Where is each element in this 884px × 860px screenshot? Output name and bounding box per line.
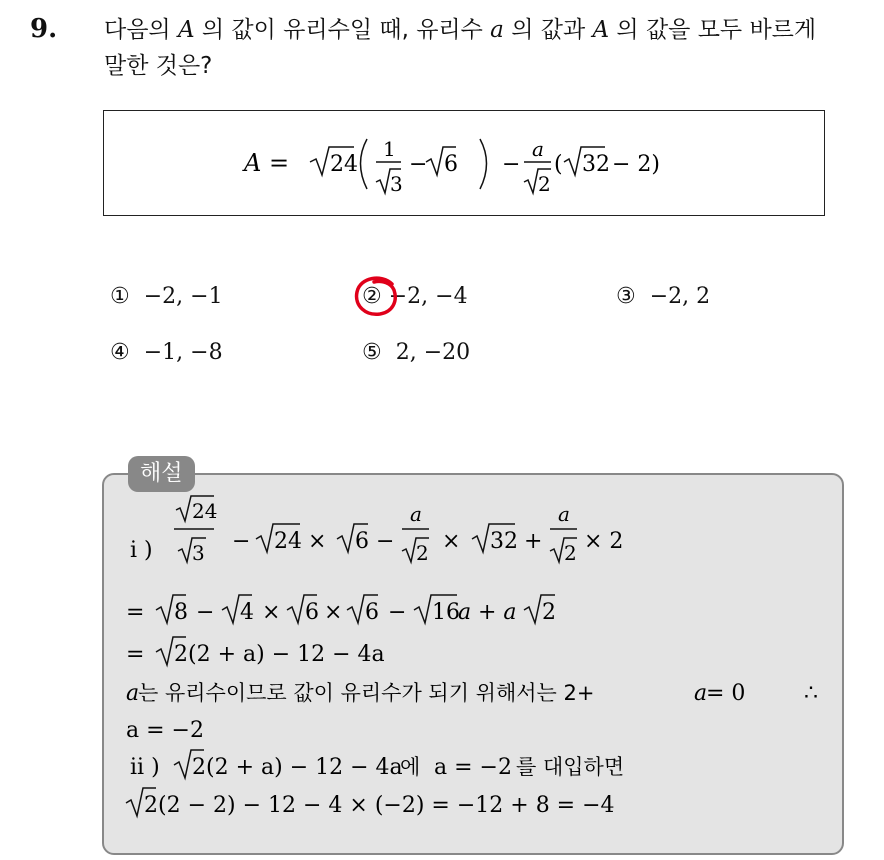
solution-tag: 해설 xyxy=(128,456,195,492)
sol-l1-times2: × xyxy=(442,529,461,554)
sol-ii-label: ii ) xyxy=(130,755,160,780)
sol-l4-eq: = 0 xyxy=(706,681,746,706)
question-text-line2: 말한 것은? xyxy=(104,53,213,79)
selected-answer-circle xyxy=(352,274,402,320)
sol-l3-r2: 2 xyxy=(174,642,188,667)
sol-l2-eq: = xyxy=(126,600,145,625)
formula-minus1: − xyxy=(409,152,428,177)
solution-content xyxy=(104,475,846,857)
choice-4[interactable]: ④ −1, −8 xyxy=(110,340,223,365)
sol-l2-r4: 4 xyxy=(240,600,254,625)
formula-open: ( xyxy=(554,152,563,177)
sol-l2-times2: × xyxy=(324,600,343,625)
choice-3[interactable]: ③ −2, 2 xyxy=(616,284,711,309)
sol-l6-ko1: 에 xyxy=(400,755,421,779)
sol-l2-times1: × xyxy=(262,600,281,625)
sol-l6-expr: (2 + a) − 12 − 4a xyxy=(206,755,403,780)
sol-l1-x2: × 2 xyxy=(584,529,624,554)
sol-l3-eq: = xyxy=(126,642,145,667)
formula-r32: 32 xyxy=(582,152,610,177)
sol-l2-r6b: 6 xyxy=(365,600,379,625)
formula-r6: 6 xyxy=(444,152,458,177)
formula-r3: 3 xyxy=(390,172,403,196)
sol-l1-a1: a xyxy=(410,502,422,526)
sol-l1-minus1: − xyxy=(232,529,251,554)
formula-tail: − 2) xyxy=(612,152,661,177)
formula-r2: 2 xyxy=(538,172,551,196)
sol-l1-r2a: 2 xyxy=(416,541,429,565)
sol-l1-r32: 32 xyxy=(490,529,518,554)
sol-l7-r2: 2 xyxy=(144,793,158,818)
sol-i-label: i ) xyxy=(130,538,153,563)
sol-l6-ko2: 를 대입하면 xyxy=(516,755,625,779)
sol-l1-times1: × xyxy=(308,529,327,554)
sol-l6-eq: a = −2 xyxy=(434,755,512,780)
question-text-line1: 다음의 A 의 값이 유리수일 때, 유리수 a 의 값과 A 의 값을 모두 바르게 xyxy=(104,17,817,43)
sol-l2-plus-a: + a xyxy=(478,600,517,625)
sol-l2-a: a xyxy=(458,600,472,625)
solution-box xyxy=(102,473,844,855)
sol-l7-expr: (2 − 2) − 12 − 4 × (−2) = −12 + 8 = −4 xyxy=(158,793,615,818)
sol-l2-minus2: − xyxy=(388,600,407,625)
formula-one: 1 xyxy=(383,137,396,161)
formula-expression xyxy=(104,111,826,217)
sol-l6-r2: 2 xyxy=(192,755,206,780)
sol-l2-r2: 2 xyxy=(542,600,556,625)
sol-l1-r6: 6 xyxy=(355,529,369,554)
sol-l1-r24: 24 xyxy=(192,499,218,523)
question-number: 9. xyxy=(30,14,58,44)
choice-1[interactable]: ① −2, −1 xyxy=(110,284,223,309)
sol-l5: a = −2 xyxy=(126,718,204,743)
sol-l1-r24b: 24 xyxy=(274,529,302,554)
sol-l1-r2b: 2 xyxy=(564,541,577,565)
sol-therefore: ∴ xyxy=(804,681,818,706)
sol-l3-rest: (2 + a) − 12 − 4a xyxy=(188,642,385,667)
formula-minus2: − xyxy=(502,152,521,177)
sol-l1-plus: + xyxy=(524,529,543,554)
sol-l1-minus2: − xyxy=(376,529,395,554)
sol-l1-a2: a xyxy=(558,502,570,526)
sol-l1-r3: 3 xyxy=(192,541,205,565)
formula-r24: 24 xyxy=(330,152,358,177)
sol-l4-text: 는 유리수이므로 값이 유리수가 되기 위해서는 2+ xyxy=(138,681,595,705)
sol-l2-r8: 8 xyxy=(174,600,188,625)
formula-lhs: A = xyxy=(244,149,290,177)
formula-a: a xyxy=(532,137,544,161)
sol-l2-r16: 16 xyxy=(432,600,460,625)
choice-2[interactable]: ② −2, −4 xyxy=(362,284,468,309)
choice-5[interactable]: ⑤ 2, −20 xyxy=(362,340,471,365)
sol-l4-a: a xyxy=(126,681,140,706)
formula-box xyxy=(103,110,825,216)
sol-l2-r6a: 6 xyxy=(305,600,319,625)
sol-l4-a2: a xyxy=(694,681,708,706)
sol-l2-minus1: − xyxy=(196,600,215,625)
